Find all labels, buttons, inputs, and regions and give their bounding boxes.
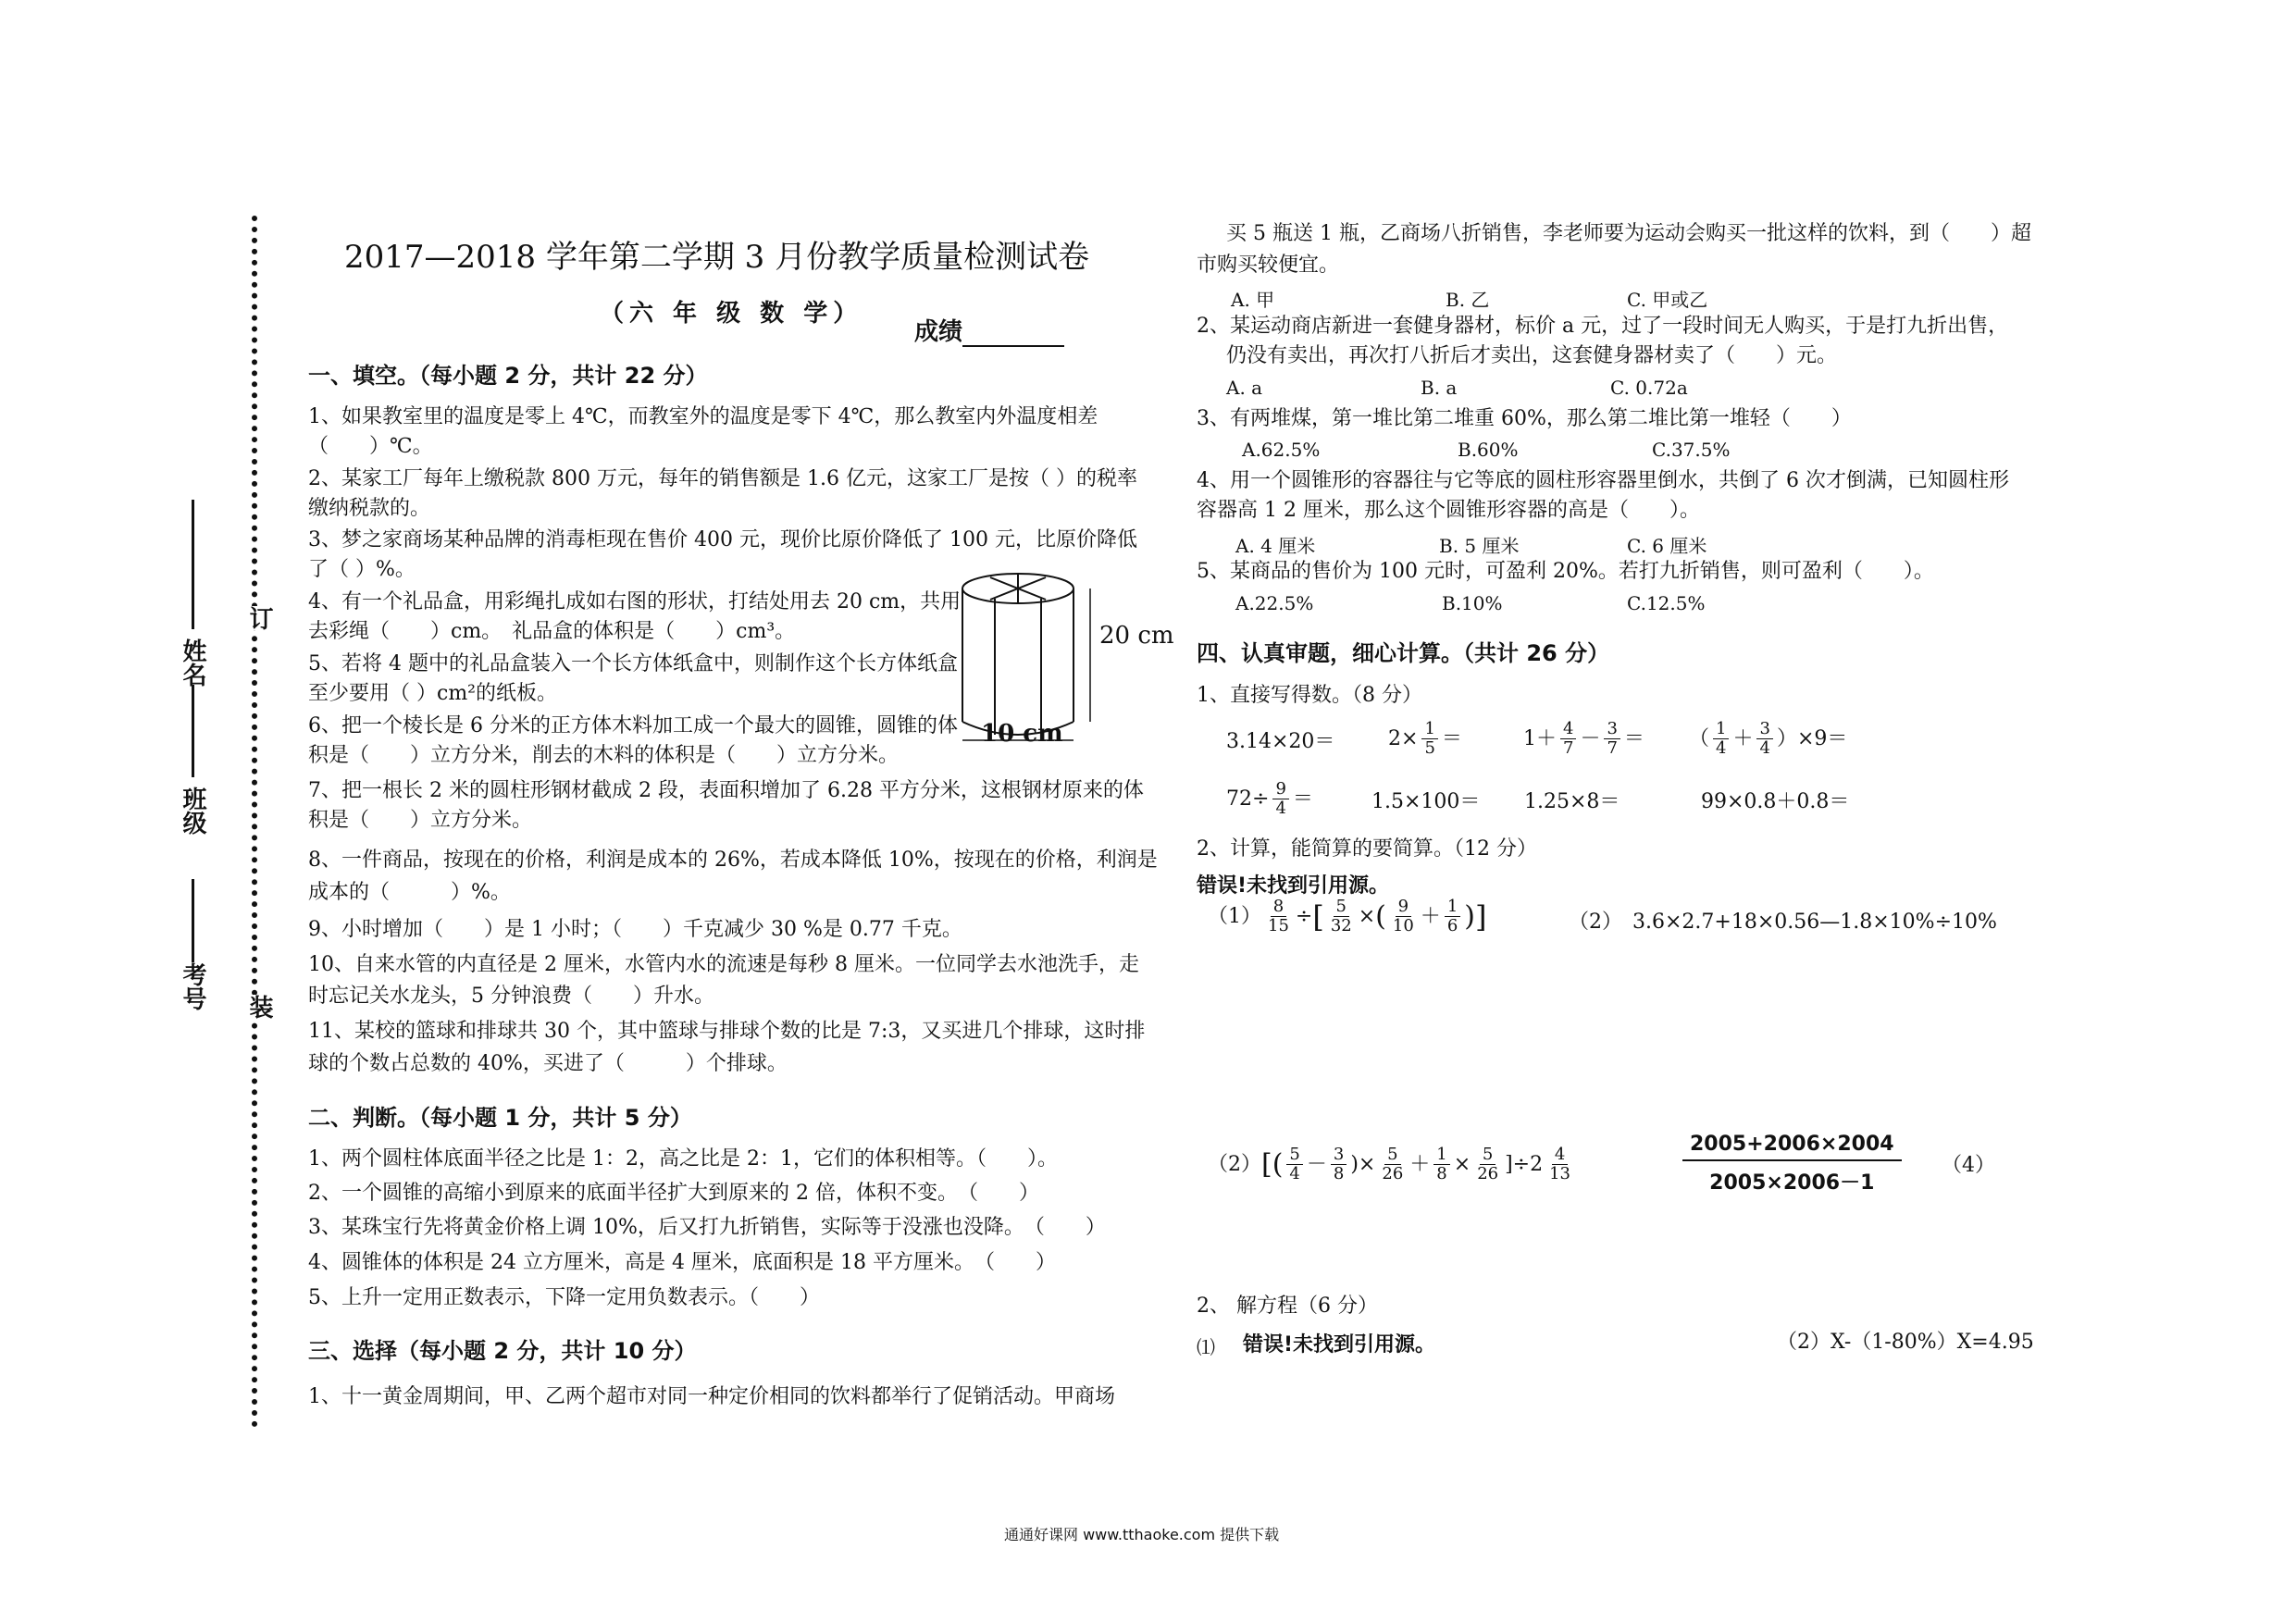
footer-text: 通通好课网 www.tthaoke.com 提供下载 <box>1004 1526 1280 1543</box>
frac-8-15: $\frac{8}{15}$ <box>1268 897 1289 935</box>
subtitle: （六 年 级 数 学） <box>600 300 863 328</box>
s3-q4-opt-c: C. 6 厘米 <box>1627 535 1707 557</box>
s3-q5-opt-a: A.22.5% <box>1235 592 1314 614</box>
eq2: （2）X-（1-80%）X=4.95 <box>1777 1331 2034 1354</box>
calc-c3-label: （2） <box>1208 1152 1261 1176</box>
s1-line-10: 至少要用（ ）cm²的纸板。 <box>308 682 557 705</box>
s1-line-11: 6、把一个棱长是 6 分米的正方体木料加工成一个最大的圆锥，圆锥的体 <box>308 714 958 737</box>
score-blank <box>962 323 1064 347</box>
s1-line-16: 成本的（ ）%。 <box>308 881 511 904</box>
frac-3-4: $\frac{3}{4}$ <box>1756 720 1772 758</box>
calc-c3-p5: ]÷2 <box>1505 1152 1544 1176</box>
frac-5-26-a: $\frac{5}{26}$ <box>1382 1145 1404 1183</box>
calc-c1 <box>1208 898 1486 935</box>
calc-c3-p2: )× <box>1350 1152 1376 1176</box>
s2-line-2: 2、一个圆锥的高缩小到原来的底面半径扩大到原来的 2 倍，体积不变。 （ ） <box>308 1182 1039 1205</box>
page-title: 2017—2018 学年第二学期 3 月份教学质量检测试卷 <box>344 239 1090 276</box>
calc-4-b: ＋ <box>1732 726 1754 750</box>
eq1-error: 错误!未找到引用源。 <box>1243 1333 1436 1357</box>
s1-line-13: 7、把一根长 2 米的圆柱形钢材截成 2 段，表面积增加了 6.28 平方分米，这根钢材原来的体 <box>308 779 1144 802</box>
calc-c2: （2） 3.6×2.7+18×0.56—1.8×10%÷10% <box>1569 911 1997 934</box>
class-label: 班级 <box>179 787 206 835</box>
calc-c4 <box>1682 1133 1902 1196</box>
calc-c1-p1: [ <box>1312 898 1324 935</box>
calc-2-a: 2× <box>1388 726 1419 750</box>
s1-line-6: 了（ ）%。 <box>308 558 416 581</box>
calc-c1-p5: ) <box>1464 899 1475 933</box>
name-line <box>192 500 194 629</box>
frac-4-7: $\frac{4}{7}$ <box>1560 720 1576 758</box>
s3-q3-opt-c: C.37.5% <box>1652 439 1731 461</box>
s1-line-20: 11、某校的篮球和排球共 30 个，其中篮球与排球个数的比是 7:3，又买进几个排球，这时排 <box>308 1020 1146 1043</box>
calc-c1-p6: ] <box>1474 898 1487 935</box>
calc-c4-num: 2005+2006×2004 <box>1682 1133 1902 1161</box>
s1-line-19: 时忘记关水龙头，5 分钟浪费（ ）升水。 <box>308 985 714 1008</box>
s3-q1-line-3: 市购买较便宜。 <box>1197 254 1340 277</box>
calc-4-c: ）×9＝ <box>1776 726 1848 750</box>
s3-q2-opt-b: B. a <box>1421 377 1458 399</box>
s1-line-12: 积是（ ）立方分米，削去的木料的体积是（ ）立方分米。 <box>308 744 900 767</box>
s3-q4-opt-a: A. 4 厘米 <box>1235 535 1316 557</box>
calc-5 <box>1226 780 1313 818</box>
s3-q2-line-2: 仍没有卖出，再次打八折后才卖出，这套健身器材卖了（ ）元。 <box>1226 344 1838 367</box>
s1-line-5: 3、梦之家商场某种品牌的消毒柜现在售价 400 元，现价比原价降低了 100 元，比原价降低 <box>308 528 1137 551</box>
s3-q1-opt-a: A. 甲 <box>1231 289 1275 311</box>
s1-line-9: 5、若将 4 题中的礼品盒装入一个长方体纸盒中，则制作这个长方体纸盒 <box>308 652 958 675</box>
frac-3-7: $\frac{3}{7}$ <box>1604 720 1620 758</box>
s1-line-2: （ ）℃。 <box>308 435 433 458</box>
calc-3-a: 1＋ <box>1523 726 1557 750</box>
calc-c3-p3: ＋ <box>1409 1152 1431 1176</box>
score-label: 成绩 <box>914 313 1064 347</box>
calc-2-b: ＝ <box>1441 726 1462 750</box>
frac-1-6: $\frac{1}{6}$ <box>1445 898 1460 935</box>
s3-q5-opt-c: C.12.5% <box>1627 592 1706 614</box>
s3-q5-line: 5、某商品的售价为 100 元时，可盈利 20%。若打九折销售，则可盈利（ ）。 <box>1197 560 1934 583</box>
calc-5-b: ＝ <box>1292 787 1313 811</box>
s3-q3-opt-b: B.60% <box>1458 439 1519 461</box>
s3-q5-opt-b: B.10% <box>1442 592 1503 614</box>
s3-q4-opt-b: B. 5 厘米 <box>1439 535 1520 557</box>
calc-c3-p1: － <box>1306 1152 1327 1176</box>
calc-c1-p0: ÷ <box>1295 904 1313 928</box>
s3-q1-line-2: 买 5 瓶送 1 瓶，乙商场八折销售，李老师要为运动会购买一批这样的饮料，到（ ）超 <box>1226 222 2031 245</box>
s3-q4-line-1: 4、用一个圆锥形的容器往与它等底的圆柱形容器里倒水，共倒了 6 次才倒满，已知圆柱形 <box>1197 469 2009 492</box>
calc-c4-den: 2005×2006－1 <box>1709 1171 1875 1195</box>
s4-part-3: 2、 解方程（6 分） <box>1197 1295 1378 1318</box>
calc-c1-p2: × <box>1358 904 1376 928</box>
calc-5-a: 72÷ <box>1226 787 1270 811</box>
frac-5-26-b: $\frac{5}{26}$ <box>1477 1145 1499 1183</box>
s1-line-17: 9、小时增加（ ）是 1 小时；（ ）千克减少 30 %是 0.77 千克。 <box>308 918 962 941</box>
calc-c1-p3: ( <box>1375 899 1386 933</box>
s3-q2-opt-c: C. 0.72a <box>1610 377 1688 399</box>
exam-no-line <box>192 879 194 962</box>
s2-line-1: 1、两个圆柱体底面半径之比是 1：2，高之比是 2：1，它们的体积相等。（ ）。 <box>308 1147 1058 1171</box>
calc-1: 3.14×20＝ <box>1226 730 1335 753</box>
s1-line-8: 去彩绳（ ）cm。 礼品盒的体积是（ ）cm³。 <box>308 620 796 643</box>
frac-5-4: $\frac{5}{4}$ <box>1286 1146 1302 1183</box>
calc-c3-p0: [( <box>1261 1147 1284 1181</box>
s2-line-3: 3、某珠宝行先将黄金价格上调 10%，后又打九折销售，实际等于没涨也没降。 （ ） <box>308 1216 1106 1239</box>
s3-q1-line-1: 1、十一黄金周期间，甲、乙两个超市对同一种定价相同的饮料都举行了促销活动。甲商场 <box>308 1385 1116 1408</box>
section-1-heading: 一、填空。（每小题 2 分，共计 22 分） <box>308 363 708 389</box>
calc-3-c: ＝ <box>1623 726 1644 750</box>
calc-c3 <box>1208 1146 1577 1183</box>
zhuang-label: 装 <box>242 995 277 1019</box>
frac-9-4: $\frac{9}{4}$ <box>1272 780 1288 818</box>
s1-line-7: 4、有一个礼品盒，用彩绳扎成如右图的形状，打结处用去 20 cm，共用 <box>308 590 962 613</box>
s1-line-1: 1、如果教室里的温度是零上 4℃，而教室外的温度是零下 4℃，那么教室内外温度相差 <box>308 405 1098 428</box>
binding-dotted-line <box>252 216 257 1428</box>
frac-9-10: $\frac{9}{10}$ <box>1392 897 1414 935</box>
calc-7: 1.25×8＝ <box>1524 790 1620 813</box>
section-2-heading: 二、判断。（每小题 1 分，共计 5 分） <box>308 1105 692 1131</box>
s1-line-18: 10、自来水管的内直径是 2 厘米，水管内水的流速是每秒 8 厘米。一位同学去水池洗手，走 <box>308 953 1139 976</box>
class-line <box>192 685 194 777</box>
calc-4 <box>1689 720 1847 758</box>
error-ref-1: 错误!未找到引用源。 <box>1197 874 1390 898</box>
calc-6: 1.5×100＝ <box>1371 790 1481 813</box>
s2-line-5: 5、上升一定用正数表示，下降一定用负数表示。（ ） <box>308 1286 820 1309</box>
s1-line-4: 缴纳税款的。 <box>308 497 431 520</box>
s1-line-3: 2、某家工厂每年上缴税款 800 万元，每年的销售额是 1.6 亿元，这家工厂是按（ ）的税率 <box>308 467 1137 490</box>
frac-1-5: $\frac{1}{5}$ <box>1421 720 1437 758</box>
s1-line-14: 积是（ ）立方分米。 <box>308 809 533 832</box>
s3-q3-opt-a: A.62.5% <box>1242 439 1321 461</box>
calc-3-b: － <box>1580 726 1601 750</box>
exam-no-label: 考号 <box>179 962 206 1010</box>
calc-2 <box>1388 720 1462 758</box>
s3-q1-opt-b: B. 乙 <box>1446 289 1490 311</box>
figure-height-label: 20 cm <box>1099 622 1174 650</box>
s4-part-2: 2、计算，能简算的要简算。（12 分） <box>1197 837 1537 861</box>
frac-3-8: $\frac{3}{8}$ <box>1331 1146 1347 1183</box>
name-label: 姓名 <box>179 638 206 687</box>
s4-part-1: 1、直接写得数。（8 分） <box>1197 684 1422 707</box>
s1-line-21: 球的个数占总数的 40%，买进了（ ）个排球。 <box>308 1052 788 1075</box>
calc-c1-label: （1） <box>1208 904 1261 928</box>
s3-q3-line: 3、有两堆煤，第一堆比第二堆重 60%，那么第二堆比第一堆轻（ ） <box>1197 407 1852 430</box>
section-3-heading: 三、选择（每小题 2 分，共计 10 分） <box>308 1338 697 1364</box>
ding-label: 订 <box>242 606 277 630</box>
s3-q4-line-2: 容器高 1 2 厘米，那么这个圆锥形容器的高是（ ）。 <box>1197 499 1700 522</box>
frac-4-13: $\frac{4}{13}$ <box>1549 1145 1571 1183</box>
calc-4-a: （ <box>1689 726 1710 750</box>
figure-width-label: 10 cm <box>981 720 1063 748</box>
frac-1-4: $\frac{1}{4}$ <box>1713 720 1729 758</box>
s3-q1-opt-c: C. 甲或乙 <box>1627 289 1708 311</box>
calc-c1-p4: ＋ <box>1420 904 1441 928</box>
calc-3 <box>1523 720 1644 758</box>
s3-q2-line-1: 2、某运动商店新进一套健身器材，标价 a 元，过了一段时间无人购买，于是打九折出售， <box>1197 315 2009 338</box>
frac-5-32: $\frac{5}{32}$ <box>1330 897 1352 935</box>
calc-c3-p4: × <box>1453 1152 1471 1176</box>
eq1-label: ⑴ <box>1197 1336 1215 1358</box>
s2-line-4: 4、圆锥体的体积是 24 立方厘米，高是 4 厘米，底面积是 18 平方厘米。 （ ） <box>308 1251 1056 1274</box>
s1-line-15: 8、一件商品，按现在的价格，利润是成本的 26%，若成本降低 10%，按现在的价格，利润是 <box>308 849 1158 872</box>
section-4-heading: 四、认真审题，细心计算。（共计 26 分） <box>1197 640 1610 666</box>
frac-1-8: $\frac{1}{8}$ <box>1433 1146 1449 1183</box>
calc-c4-label: （4） <box>1942 1154 1995 1177</box>
s3-q2-opt-a: A. a <box>1226 377 1263 399</box>
calc-8: 99×0.8＋0.8＝ <box>1701 790 1850 813</box>
